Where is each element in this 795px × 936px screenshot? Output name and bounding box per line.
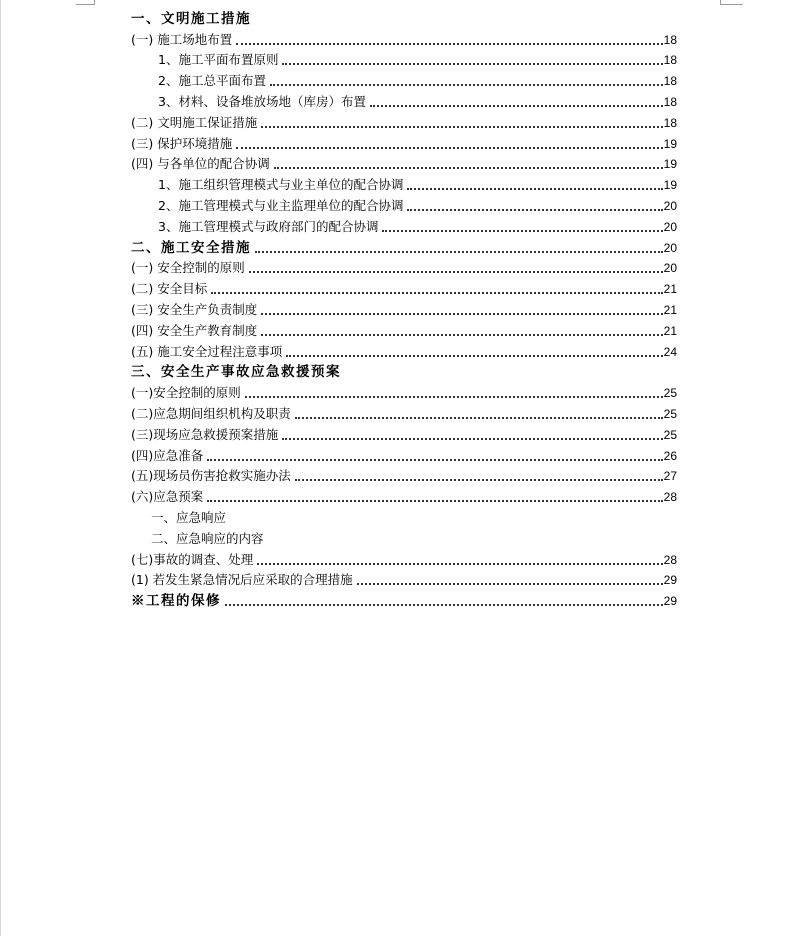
dot-leader [236,43,662,45]
dot-leader [207,459,662,461]
toc-entry-title: 一、文明施工措施 [131,10,251,27]
toc-entry-page: 25 [663,386,677,401]
toc-entry-page: 29 [663,573,677,588]
toc-entry[interactable] [131,89,677,110]
toc-entry-title: 1、施工组织管理模式与业主单位的配合协调 [158,177,404,193]
toc-entry[interactable] [131,256,677,277]
toc-entry-title: 2、施工管理模式与业主监理单位的配合协调 [158,197,404,213]
dot-leader [282,63,662,65]
toc-entry[interactable] [131,6,677,27]
toc-entry-page: 28 [663,490,677,505]
dot-leader [407,209,662,211]
dot-leader [407,188,662,190]
toc-entry-page: 26 [663,448,677,463]
toc-entry[interactable] [131,193,677,214]
crop-mark-left [76,0,95,5]
page-edge [0,0,1,936]
toc-entry[interactable] [131,152,677,173]
toc-entry[interactable] [131,131,677,152]
dot-leader [211,292,662,294]
dot-leader [282,438,662,440]
toc-entry[interactable] [131,297,677,318]
toc-entry-page: 18 [663,53,677,68]
dot-leader [207,500,662,502]
toc-entry-title: 一、应急响应 [151,509,227,525]
toc-entry-title: 1、施工平面布置原则 [158,52,279,68]
toc-entry-page: 27 [663,469,677,484]
toc-entry[interactable] [131,172,677,193]
toc-entry[interactable] [131,443,677,464]
toc-entry-page: 25 [663,406,677,421]
toc-entry-title: (三) 安全生产负责制度 [131,301,258,317]
toc-entry[interactable] [131,568,677,589]
toc-entry[interactable] [131,422,677,443]
toc-entry-page: 20 [663,219,677,234]
toc-entry-title: 二、应急响应的内容 [151,530,264,546]
toc-entry-page: 20 [663,261,677,276]
toc-entry[interactable] [131,526,677,547]
toc-entry-title: (三)现场应急救援预案措施 [131,426,279,442]
toc-entry-title: 3、材料、设备堆放场地（库房）布置 [158,93,366,109]
dot-leader [255,251,663,253]
toc-entry[interactable] [131,339,677,360]
toc-entry[interactable] [131,276,677,297]
toc-entry[interactable] [131,68,677,89]
dot-leader [270,84,663,86]
toc-entry-title: (一)安全控制的原则 [131,385,241,401]
toc-entry-title: 三、安全生产事故应急救援预案 [131,364,341,381]
toc-entry[interactable] [131,547,677,568]
dot-leader [261,313,662,315]
toc-entry[interactable] [131,318,677,339]
toc-entry-title: 2、施工总平面布置 [158,73,266,89]
toc-entry-title: (三) 保护环境措施 [131,135,233,151]
toc-entry-title: ※工程的保修 [131,593,221,610]
toc-entry[interactable] [131,48,677,69]
dot-leader [257,563,662,565]
toc-entry-page: 19 [663,157,677,172]
toc-entry[interactable] [131,235,677,256]
toc-entry-page: 21 [663,282,677,297]
toc-entry-title: (一) 施工场地布置 [131,31,233,47]
dot-leader [261,126,662,128]
toc-entry-page: 25 [663,427,677,442]
toc-entry[interactable] [131,401,677,422]
toc-entry-title: (二)应急期间组织机构及职责 [131,405,291,421]
toc-entry-page: 21 [663,302,677,317]
crop-mark-right [720,0,743,5]
toc-entry-title: (五) 施工安全过程注意事项 [131,343,283,359]
toc-entry-page: 21 [663,323,677,338]
toc-entry[interactable] [131,505,677,526]
dot-leader [274,167,663,169]
toc-entry-title: (四) 与各单位的配合协调 [131,156,270,172]
toc-entry-page: 18 [663,32,677,47]
toc-entry-page: 28 [663,552,677,567]
toc-entry-page: 18 [663,115,677,130]
toc-entry-title: (二) 文明施工保证措施 [131,114,258,130]
toc-entry[interactable] [131,464,677,485]
toc-entry[interactable] [131,27,677,48]
dot-leader [295,479,663,481]
toc-entry-page: 20 [663,240,677,255]
toc-entry[interactable] [131,214,677,235]
dot-leader [245,396,663,398]
table-of-contents [131,6,677,609]
toc-entry-title: (二) 安全目标 [131,281,208,297]
toc-entry[interactable] [131,380,677,401]
toc-entry-page: 19 [663,136,677,151]
toc-entry[interactable] [131,360,677,381]
toc-entry-page: 18 [663,94,677,109]
toc-entry-title: (1) 若发生紧急情况后应采取的合理措施 [131,572,353,588]
toc-entry-title: (一) 安全控制的原则 [131,260,245,276]
toc-entry-title: 3、施工管理模式与政府部门的配合协调 [158,218,379,234]
toc-entry[interactable] [131,110,677,131]
dot-leader [295,417,663,419]
dot-leader [357,583,663,585]
toc-entry[interactable] [131,484,677,505]
toc-entry-page: 29 [663,594,677,609]
toc-entry-title: (四)应急准备 [131,447,204,463]
dot-leader [261,334,662,336]
dot-leader [286,355,662,357]
toc-entry-title: (四) 安全生产教育制度 [131,322,258,338]
toc-entry-title: (七)事故的调查、处理 [131,551,254,567]
toc-entry-title: (六)应急预案 [131,489,204,505]
toc-entry[interactable] [131,588,677,609]
dot-leader [382,230,662,232]
dot-leader [236,147,662,149]
dot-leader [370,105,663,107]
toc-entry-title: (五)现场员伤害抢救实施办法 [131,468,291,484]
toc-entry-page: 19 [663,178,677,193]
dot-leader [249,271,663,273]
toc-entry-title: 二、施工安全措施 [131,239,251,256]
toc-entry-page: 18 [663,74,677,89]
toc-entry-page: 20 [663,198,677,213]
dot-leader [225,604,663,606]
toc-entry-page: 24 [663,344,677,359]
